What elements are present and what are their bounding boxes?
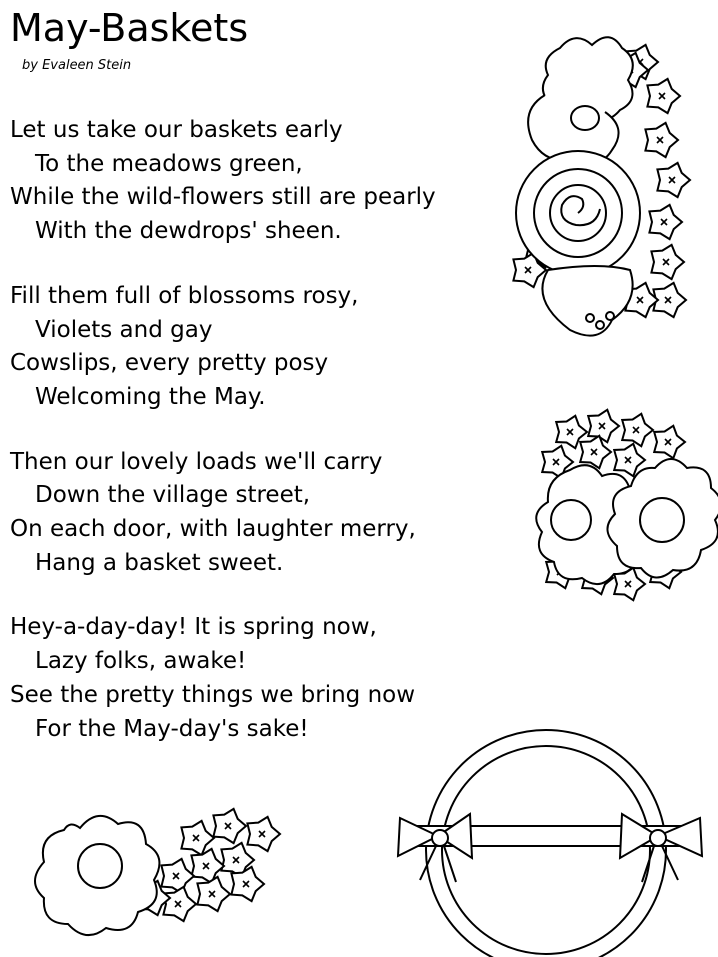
small-flower-icon [654,426,685,458]
flower-bouquet-daisies-icon [536,410,718,600]
flower-cluster-bottom-icon [35,809,280,935]
poem-line: Violets and gay [35,316,213,343]
small-flower-icon [163,887,196,921]
poem-line: For the May-day's sake! [35,715,309,742]
small-flower-icon [588,410,619,442]
poem-line: Welcoming the May. [35,383,266,410]
small-flower-icon [647,79,680,113]
small-flower-icon [651,245,684,279]
poem-line: On each door, with laughter merry, [10,516,416,543]
poem-line: Cowslips, every pretty posy [10,350,329,377]
small-flower-icon [645,123,678,157]
small-flower-icon [657,163,690,197]
poem-line: Lazy folks, awake! [35,648,247,675]
poem-line: While the wild-flowers still are pearly [10,184,436,211]
poem-line: Fill them full of blossoms rosy, [10,282,359,309]
poem-line: To the meadows green, [35,150,303,177]
poem-line: Hang a basket sweet. [35,549,284,576]
poem-line: With the dewdrops' sheen. [35,218,342,245]
poem-title: May-Baskets [10,6,249,50]
small-flower-icon [161,859,194,893]
small-flower-icon [622,414,653,446]
poem-author: by Evaleen Stein [22,58,132,73]
poem-line: Down the village street, [35,482,311,509]
poem-line: See the pretty things we bring now [10,681,416,708]
small-flower-icon [197,877,230,911]
poem-line: Let us take our baskets early [10,117,343,143]
basket-with-bows-icon [398,730,702,957]
small-flower-icon [649,205,682,239]
poem-line: Then our lovely loads we'll carry [10,448,383,475]
small-flower-icon [247,817,280,851]
poem-line: Hey-a-day-day! It is spring now, [10,614,377,641]
small-flower-icon [213,809,246,843]
flower-bouquet-rose-pansy-icon [513,37,690,335]
